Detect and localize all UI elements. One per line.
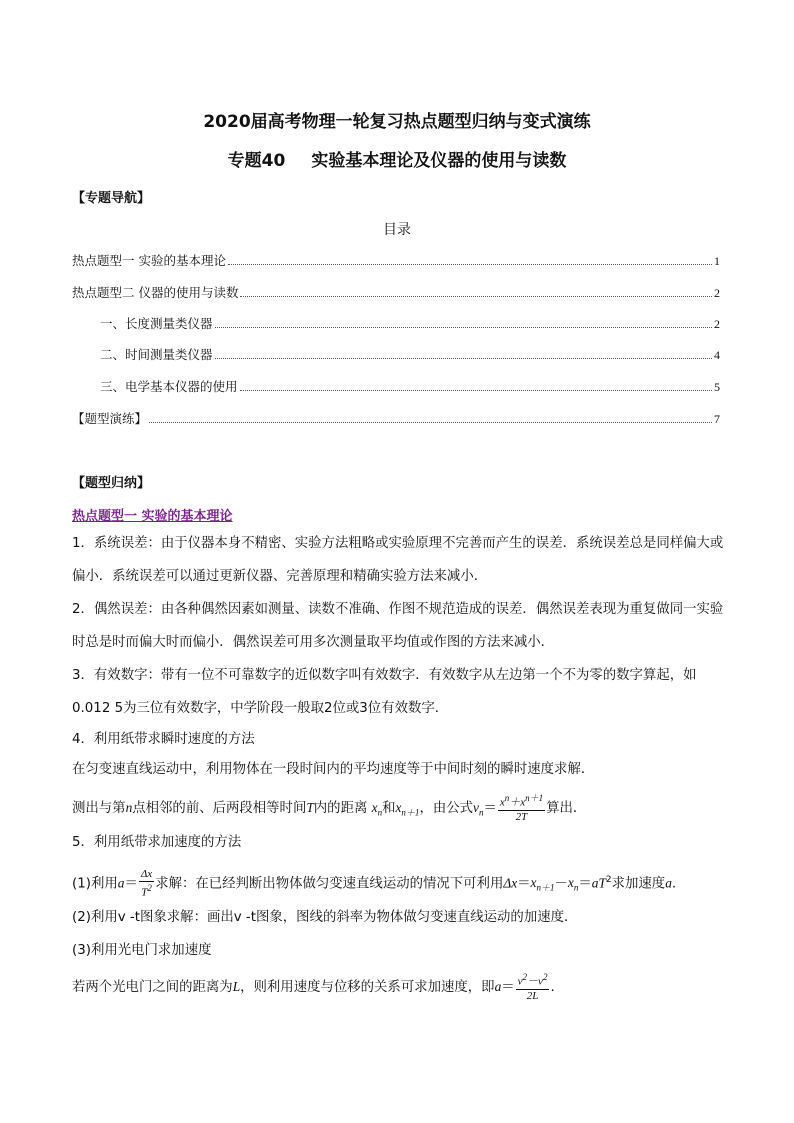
toc-item[interactable]: [100, 314, 720, 332]
paragraph-systematic-error: 1．系统误差：由于仪器本身不精密、实验方法粗略或实验原理不完善而产生的误差．系统误差总是同样偏大或偏小．系统误差可以通过更新仪器、完善原理和精确实验方法来减小．: [72, 536, 724, 584]
toc-leader: [240, 389, 712, 391]
toc-item-label: 热点题型一 实验的基本理论: [72, 253, 226, 268]
subtitle-number: 专题40: [227, 151, 286, 171]
toc-item-page: 2: [714, 317, 720, 331]
toc-item-label: 三、电学基本仪器的使用: [100, 379, 238, 394]
toc-item[interactable]: [100, 345, 720, 363]
toc-item-label: 【题型演练】: [72, 411, 148, 426]
toc-leader: [215, 357, 712, 359]
toc-item-label: 一、长度测量类仪器: [100, 316, 213, 331]
velocity-fraction: $\frac{x^n+x^{n+1}}{2T}$: [499, 793, 544, 823]
toc-item-label: 二、时间测量类仪器: [100, 347, 213, 362]
paragraph-photogate-formula: 若两个光电门之间的距离为L，则利用速度与位移的关系可求加速度，即a＝ $\frac{v^2-v^2}{2L}$ .: [72, 972, 555, 1002]
toc-leader: [240, 295, 712, 297]
toc-title: 目录: [383, 222, 411, 238]
paragraph-velocity-formula: 测出与第n点相邻的前、后两段相等时间T内的距离 $x_n$和$x_{n+1}$，由公式$v_n=$ $\frac{x^n+x^{n+1}}{2T}$ 算出．: [72, 793, 587, 823]
subtitle-text: 实验基本理论及仪器的使用与读数: [311, 151, 567, 171]
math-xn: $x_n$: [371, 800, 383, 818]
document-subtitle: [0, 146, 794, 171]
math-vn: $v_n$: [473, 800, 484, 818]
nav-header: 【专题导航】: [72, 191, 151, 206]
paragraph-photogate-title: (3)利用光电门求加速度: [72, 943, 212, 958]
toc-item-page: 4: [714, 348, 720, 362]
toc-item[interactable]: [72, 251, 720, 269]
paragraph-acceleration-title: 5．利用纸带求加速度的方法: [72, 835, 242, 850]
toc-item[interactable]: [72, 409, 720, 427]
photogate-fraction: $\frac{v^2-v^2}{2L}$: [517, 972, 548, 1002]
paragraph-significant-figures: 3．有效数字：带有一位不可靠数字的近似数字叫有效数字．有效数字从左边第一个不为零的数字算起，如0.012 5为三位有效数字，中学阶段一般取2位或3位有效数字．: [72, 668, 697, 716]
section-heading-link[interactable]: 热点题型一 实验的基本理论: [72, 509, 233, 524]
toc-leader: [215, 326, 712, 328]
acceleration-fraction: $\frac{\Delta x}{T^2}$: [140, 867, 153, 899]
paragraph-average-velocity: 在匀变速直线运动中，利用物体在一段时间内的平均速度等于中间时刻的瞬时速度求解．: [72, 762, 595, 777]
paragraph-vt-graph: (2)利用v -t图象求解：画出v -t图象，图线的斜率为物体做匀变速直线运动的加速度．: [72, 910, 578, 925]
paragraph-random-error: 2．偶然误差：由各种偶然因素如测量、读数不准确、作图不规范造成的误差．偶然误差表现为重复做同一实验时总是时而偏大时而偏小．偶然误差可用多次测量取平均值或作图的方法来减小．: [72, 602, 724, 650]
summary-header: 【题型归纳】: [72, 476, 151, 491]
toc-item[interactable]: [72, 283, 720, 301]
toc-item-label: 热点题型二 仪器的使用与读数: [72, 285, 239, 300]
toc-item-page: 5: [714, 380, 720, 394]
toc-leader: [228, 263, 712, 265]
toc-item-page: 1: [714, 254, 720, 268]
document-title: 2020届高考物理一轮复习热点题型归纳与变式演练: [203, 112, 591, 132]
toc-item-page: 2: [714, 286, 720, 300]
paragraph-acceleration-formula: (1)利用a＝ $\frac{\Delta x}{T^2}$ 求解：在已经判断出物体做匀变速直线运动的情况下可利用$\Delta x=x_{n+1}-x_n=aT^2$求加速度a.: [72, 867, 677, 899]
toc-item-page: 7: [714, 412, 720, 426]
math-xn1: $x_{n+1}$: [395, 800, 420, 818]
toc-leader: [149, 421, 712, 423]
toc-item[interactable]: [100, 377, 720, 395]
paragraph-instant-velocity-title: 4．利用纸带求瞬时速度的方法: [72, 732, 255, 747]
